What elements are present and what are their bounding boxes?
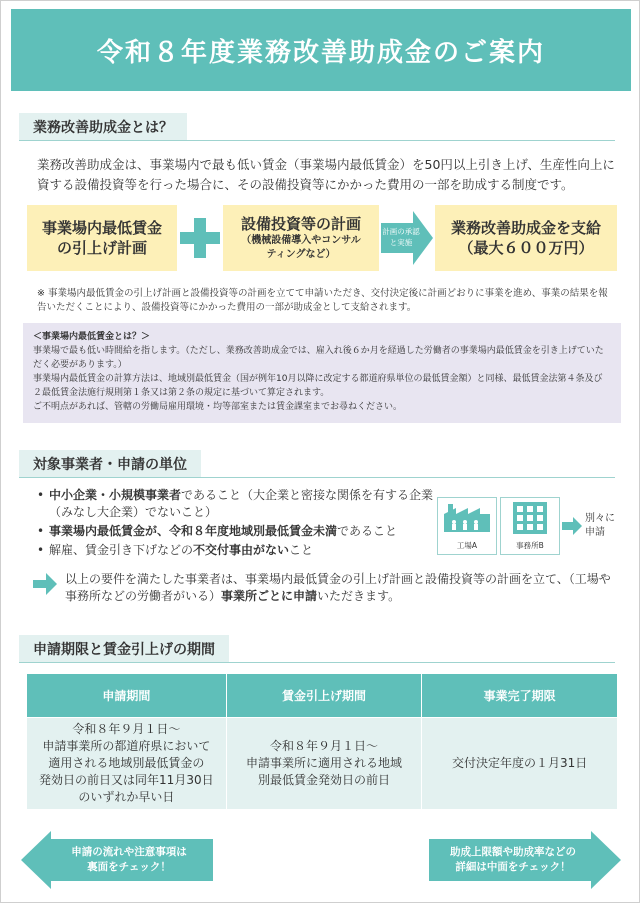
approval-arrow-label: 計画の承認と実施 [382, 227, 420, 247]
wage-plan-box [27, 205, 177, 271]
list-item: • 事業場内最低賃金が、令和８年度地域別最低賃金未満であること [37, 523, 437, 540]
grant-line1: 業務改善助成金を支給 [450, 219, 601, 237]
section-divider [19, 662, 615, 663]
eligibility-list [37, 487, 437, 561]
info-box [23, 323, 621, 423]
intro-text: 業務改善助成金は、事業場内で最も低い賃金（事業場内最低賃金）を50円以上引き上げ、生産性向上に資する設備投資等を行った場合に、その設備投資等にかかった費用の一部を助成する制度です。 [37, 157, 615, 192]
table-header: 賃金引上げ期間 [226, 674, 422, 718]
grant-line2: （最大６００万円） [458, 239, 594, 257]
grant-box [435, 205, 617, 271]
info-paragraph: ご不明点があれば、管轄の労働局雇用環境・均等部室または賃金課室までお尋ねください。 [33, 402, 403, 412]
table-cell: 令和８年９月１日～ 申請事業所の都道府県において 適用される地域別最低賃金の 発効日の前日又は同年11月30日 のいずれか早い日 [27, 718, 227, 810]
period-table [26, 673, 618, 810]
investment-plan-sub2: ティングなど） [266, 249, 336, 260]
factory-card [437, 497, 497, 555]
office-card [500, 497, 560, 555]
factory-label: 工場A [456, 541, 478, 550]
section-title-about: 業務改善助成金とは？ [19, 113, 187, 141]
arrow-right-icon [562, 517, 582, 535]
info-paragraph: 事業場内最低賃金の計算方法は、地域別最低賃金（国が例年10月以降に改定する都道府県単位の最低賃金額）と同様、最低賃金法第４条及び２最低賃金法施行規則第１条又は第２条の規定に基づいて算定されます。 [33, 374, 603, 398]
factory-icon [438, 498, 496, 538]
investment-plan-box [223, 205, 379, 271]
table-header-row [27, 674, 618, 718]
section-divider [19, 477, 615, 478]
flow-note: ※ 事業場内最低賃金の引上げ計画と設備投資等の計画を立てて申請いただき、交付決定後に計画どおりに事業を進め、事業の結果を報告いただくことにより、設備投資等にかかった費用の一部が助成金として支給されます。 [37, 288, 608, 313]
section-divider [19, 140, 615, 141]
page-title: 令和８年度業務改善助成金のご案内 [96, 37, 545, 68]
investment-plan-line1: 設備投資等の計画 [240, 215, 361, 233]
section-title-eligibility: 対象事業者・申請の単位 [19, 450, 201, 478]
office-label: 事務所B [516, 541, 544, 550]
list-item: • 解雇、賃金引き下げなどの不交付事由がないこと [37, 542, 437, 559]
table-row [27, 718, 618, 810]
header-banner [11, 9, 631, 91]
back-page-link[interactable]: 申請の流れや注意事項は 裏面をチェック！ [71, 846, 187, 873]
wage-plan-line2: の引上げ計画 [56, 239, 147, 257]
info-paragraph: 事業場で最も低い時間給を指します。（ただし、業務改善助成金では、雇入れ後６か月を経過した労働者の事業場内最低賃金を引き上げていただく必要があります。） [33, 346, 604, 370]
office-building-icon [501, 498, 559, 538]
table-cell: 交付決定年度の１月31日 [422, 718, 618, 810]
table-cell: 令和８年９月１日～ 申請事業所に適用される地域 別最低賃金発効日の前日 [226, 718, 422, 810]
investment-plan-sub1: （機械設備導入やコンサル [241, 235, 361, 246]
list-item: • 中小企業・小規模事業者であること（大企業と密接な関係を有する企業（みなし大企業）でないこと） [37, 487, 437, 521]
table-header: 事業完了期限 [422, 674, 618, 718]
plus-icon-bar [180, 232, 220, 244]
arrow-right-icon [33, 573, 57, 595]
section-title-period: 申請期限と賃金引上げの期間 [19, 635, 229, 663]
inner-page-link[interactable]: 助成上限額や助成率などの 詳細は中面をチェック！ [450, 846, 576, 873]
wage-plan-line1: 事業場内最低賃金 [41, 219, 162, 237]
condition-text: 以上の要件を満たした事業者は、事業場内最低賃金の引上げ計画と設備投資等の計画を立て、（工場や事務所などの労働者がいる）事業所ごとに申請いただきます。 [65, 572, 611, 603]
table-header: 申請期間 [27, 674, 227, 718]
separate-application-label: 別々に申請 [585, 513, 615, 538]
info-title: ＜事業場内最低賃金とは？＞ [33, 332, 151, 342]
